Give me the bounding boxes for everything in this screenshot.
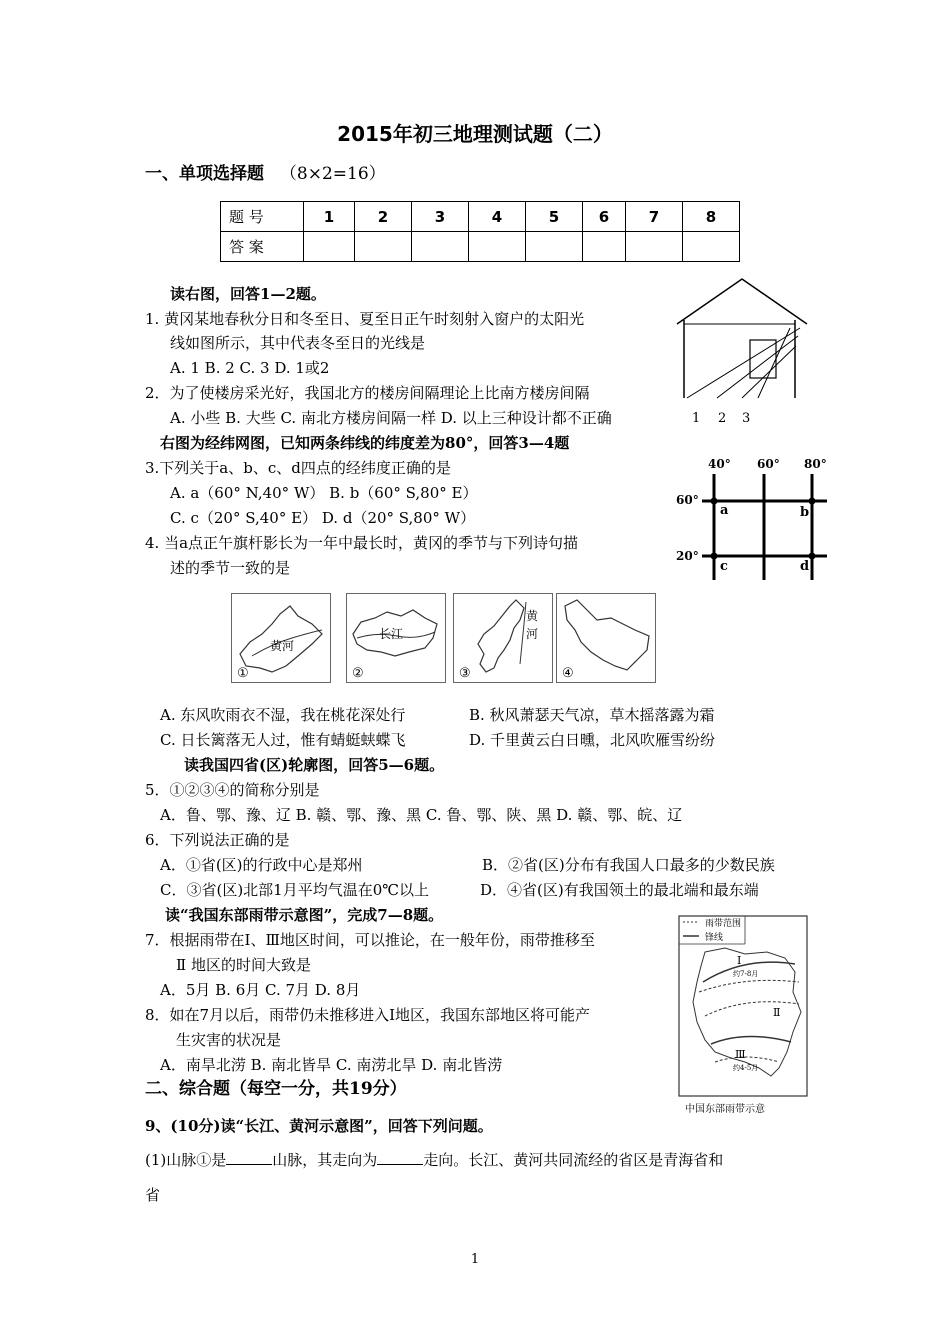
question-7-line2: Ⅱ 地区的时间大致是: [176, 956, 311, 974]
question-8-line2: 生灾害的状况是: [176, 1031, 282, 1049]
question-9-heading: [145, 1116, 493, 1136]
answer-cell[interactable]: [469, 232, 526, 262]
answer-table-num: 7: [626, 202, 683, 232]
intro-q7-8: 读“我国东部雨带示意图”，完成7—8题。: [165, 906, 444, 924]
map-river-label: 河: [526, 627, 539, 641]
answer-cell[interactable]: [526, 232, 583, 262]
map-river-label: 长江: [379, 627, 404, 641]
question-7-line1: 7．根据雨带在Ⅰ、Ⅲ地区时间，可以推论，在一般年份，雨带推移至: [145, 931, 595, 949]
province-outline-1: [232, 594, 330, 682]
province-map-2: [346, 593, 446, 683]
grid-point-label: d: [800, 559, 810, 574]
rainbelt-caption: 中国东部雨带示意: [685, 1104, 765, 1115]
question-8-line1: 8．如在7月以后，雨带仍未推移进入Ⅰ地区，我国东部地区将可能产: [145, 1006, 591, 1024]
question-9-1-part-b: 山脉，其走向为: [272, 1151, 378, 1169]
province-map-4: [556, 593, 656, 683]
question-4-option-a: A. 东风吹雨衣不湿，我在桃花深处行: [160, 706, 406, 724]
answer-table-num: 4: [469, 202, 526, 232]
house-ray-label: 3: [742, 411, 751, 426]
question-6: 6．下列说法正确的是: [145, 831, 290, 849]
question-9-1-part-c: 走向。长江、黄河共同流经的省区是青海省和: [423, 1151, 724, 1169]
answer-table-num: 3: [412, 202, 469, 232]
province-outline-2: [347, 594, 445, 682]
question-9-heading-text: 9、(10分)读“长江、黄河示意图”，回答下列问题。: [145, 1117, 493, 1135]
answer-cell[interactable]: [304, 232, 355, 262]
rainbelt-zone-3: Ⅲ: [735, 1048, 746, 1061]
answer-table: [220, 201, 740, 262]
question-4-option-c: C. 日长篱落无人过，惟有蜻蜓蛱蝶飞: [160, 731, 406, 749]
house-ray-label: 1: [692, 411, 701, 426]
question-5: 5．①②③④的简称分别是: [145, 781, 320, 799]
province-outline-3: [454, 594, 552, 682]
question-5-options: A．鲁、鄂、豫、辽 B. 赣、鄂、豫、黑 C. 鲁、鄂、陕、黑 D. 赣、鄂、皖、辽: [160, 806, 683, 824]
grid-lon-label: 80°: [804, 457, 827, 471]
province-map-3: [453, 593, 553, 683]
question-6-option-d: D．④省(区)有我国领土的最北端和最东端: [480, 881, 759, 899]
section1-heading-text: 一、单项选择题: [145, 164, 264, 184]
map-river-label: 黄河: [270, 639, 295, 653]
province-outline-4: [557, 594, 655, 682]
section1-heading: [145, 164, 386, 184]
map-number: ④: [562, 666, 574, 681]
answer-table-answer-row: [221, 232, 740, 262]
rainbelt-zone-3-time: 约4-5月: [733, 1064, 759, 1072]
answer-table-header-row: [221, 202, 740, 232]
house-sunlight-figure: [672, 276, 812, 428]
question-6-option-b: B．②省(区)分布有我国人口最多的少数民族: [482, 856, 775, 874]
map-number: ②: [352, 666, 364, 681]
intro-q3-4: 右图为经纬网图，已知两条纬线的纬度差为80°，回答3—4题: [160, 434, 570, 452]
question-6-option-c: C．③省(区)北部1月平均气温在0℃以上: [160, 881, 430, 899]
grid-lon-label: 60°: [757, 457, 780, 471]
answer-table-num: 2: [355, 202, 412, 232]
question-9-1-part-a: (1)山脉①是: [145, 1151, 227, 1169]
lat-lon-grid-figure: [672, 452, 832, 592]
question-9-1: [145, 1150, 723, 1170]
question-4-option-d: D. 千里黄云白日曛，北风吹雁雪纷纷: [469, 731, 716, 749]
grid-point-label: c: [720, 559, 728, 574]
answer-blank[interactable]: [377, 1150, 423, 1165]
answer-blank[interactable]: [226, 1150, 272, 1165]
answer-cell[interactable]: [683, 232, 740, 262]
answer-cell[interactable]: [583, 232, 626, 262]
answer-table-label-num: 题 号: [221, 202, 304, 232]
rainbelt-legend-front: 锋线: [705, 933, 724, 943]
grid-point-label: a: [720, 503, 729, 518]
question-4-line2: 述的季节一致的是: [170, 559, 291, 577]
answer-cell[interactable]: [626, 232, 683, 262]
answer-table-num: 8: [683, 202, 740, 232]
map-number: ③: [459, 666, 471, 681]
grid-lat-label: 20°: [676, 549, 699, 563]
house-ray-label: 2: [718, 411, 727, 426]
answer-cell[interactable]: [412, 232, 469, 262]
province-map-1: [231, 593, 331, 683]
intro-q1-2: 读右图，回答1—2题。: [170, 285, 326, 303]
question-8-options: A．南旱北涝 B. 南北皆旱 C. 南涝北旱 D. 南北皆涝: [160, 1056, 503, 1074]
map-number: ①: [237, 666, 249, 681]
question-1-line1: 1. 黄冈某地春秋分日和冬至日、夏至日正午时刻射入窗户的太阳光: [145, 310, 585, 328]
grid-lon-label: 40°: [708, 457, 731, 471]
intro-q5-6: 读我国四省(区)轮廓图，回答5—6题。: [184, 756, 445, 774]
section2-heading: 二、综合题（每空一分，共19分）: [145, 1079, 407, 1099]
answer-table-label-ans: 答 案: [221, 232, 304, 262]
grid-point-label: b: [800, 505, 810, 520]
answer-table-num: 5: [526, 202, 583, 232]
question-3-options-2: C. c（20° S,40° E） D. d（20° S,80° W）: [170, 509, 476, 527]
question-4-line1: 4. 当a点正午旗杆影长为一年中最长时，黄冈的季节与下列诗句描: [145, 534, 579, 552]
answer-table-num: 6: [583, 202, 626, 232]
question-6-option-a: A．①省(区)的行政中心是郑州: [160, 856, 363, 874]
rain-belt-figure: [675, 912, 815, 1118]
grid-lat-label: 60°: [676, 493, 699, 507]
map-river-label: 黄: [526, 609, 539, 623]
question-3: 3.下列关于a、b、c、d四点的经纬度正确的是: [145, 459, 451, 477]
question-2-options: A. 小些 B. 大些 C. 南北方楼房间隔一样 D. 以上三种设计都不正确: [170, 409, 612, 427]
question-3-options-1: A. a（60° N,40° W） B. b（60° S,80° E）: [170, 484, 478, 502]
question-9-1-continued: 省: [145, 1186, 161, 1204]
rainbelt-legend-range: 雨带范围: [705, 919, 742, 929]
question-1-line2: 线如图所示，其中代表冬至日的光线是: [170, 334, 426, 352]
question-4-option-b: B. 秋风萧瑟天气凉，草木摇落露为霜: [469, 706, 715, 724]
question-1-options: A. 1 B. 2 C. 3 D. 1或2: [170, 359, 330, 377]
rainbelt-zone-1-time: 约7-8月: [733, 970, 759, 978]
answer-cell[interactable]: [355, 232, 412, 262]
page-title: 2015年初三地理测试题（二）: [337, 122, 613, 146]
page-number: 1: [470, 1252, 480, 1267]
rainbelt-zone-2: Ⅱ: [773, 1006, 781, 1019]
rainbelt-zone-1: Ⅰ: [737, 954, 742, 967]
question-2: 2．为了使楼房采光好，我国北方的楼房间隔理论上比南方楼房间隔: [145, 384, 590, 402]
question-7-options: A．5月 B. 6月 C. 7月 D. 8月: [160, 981, 361, 999]
section1-score: （8×2=16）: [279, 164, 386, 184]
answer-table-num: 1: [304, 202, 355, 232]
